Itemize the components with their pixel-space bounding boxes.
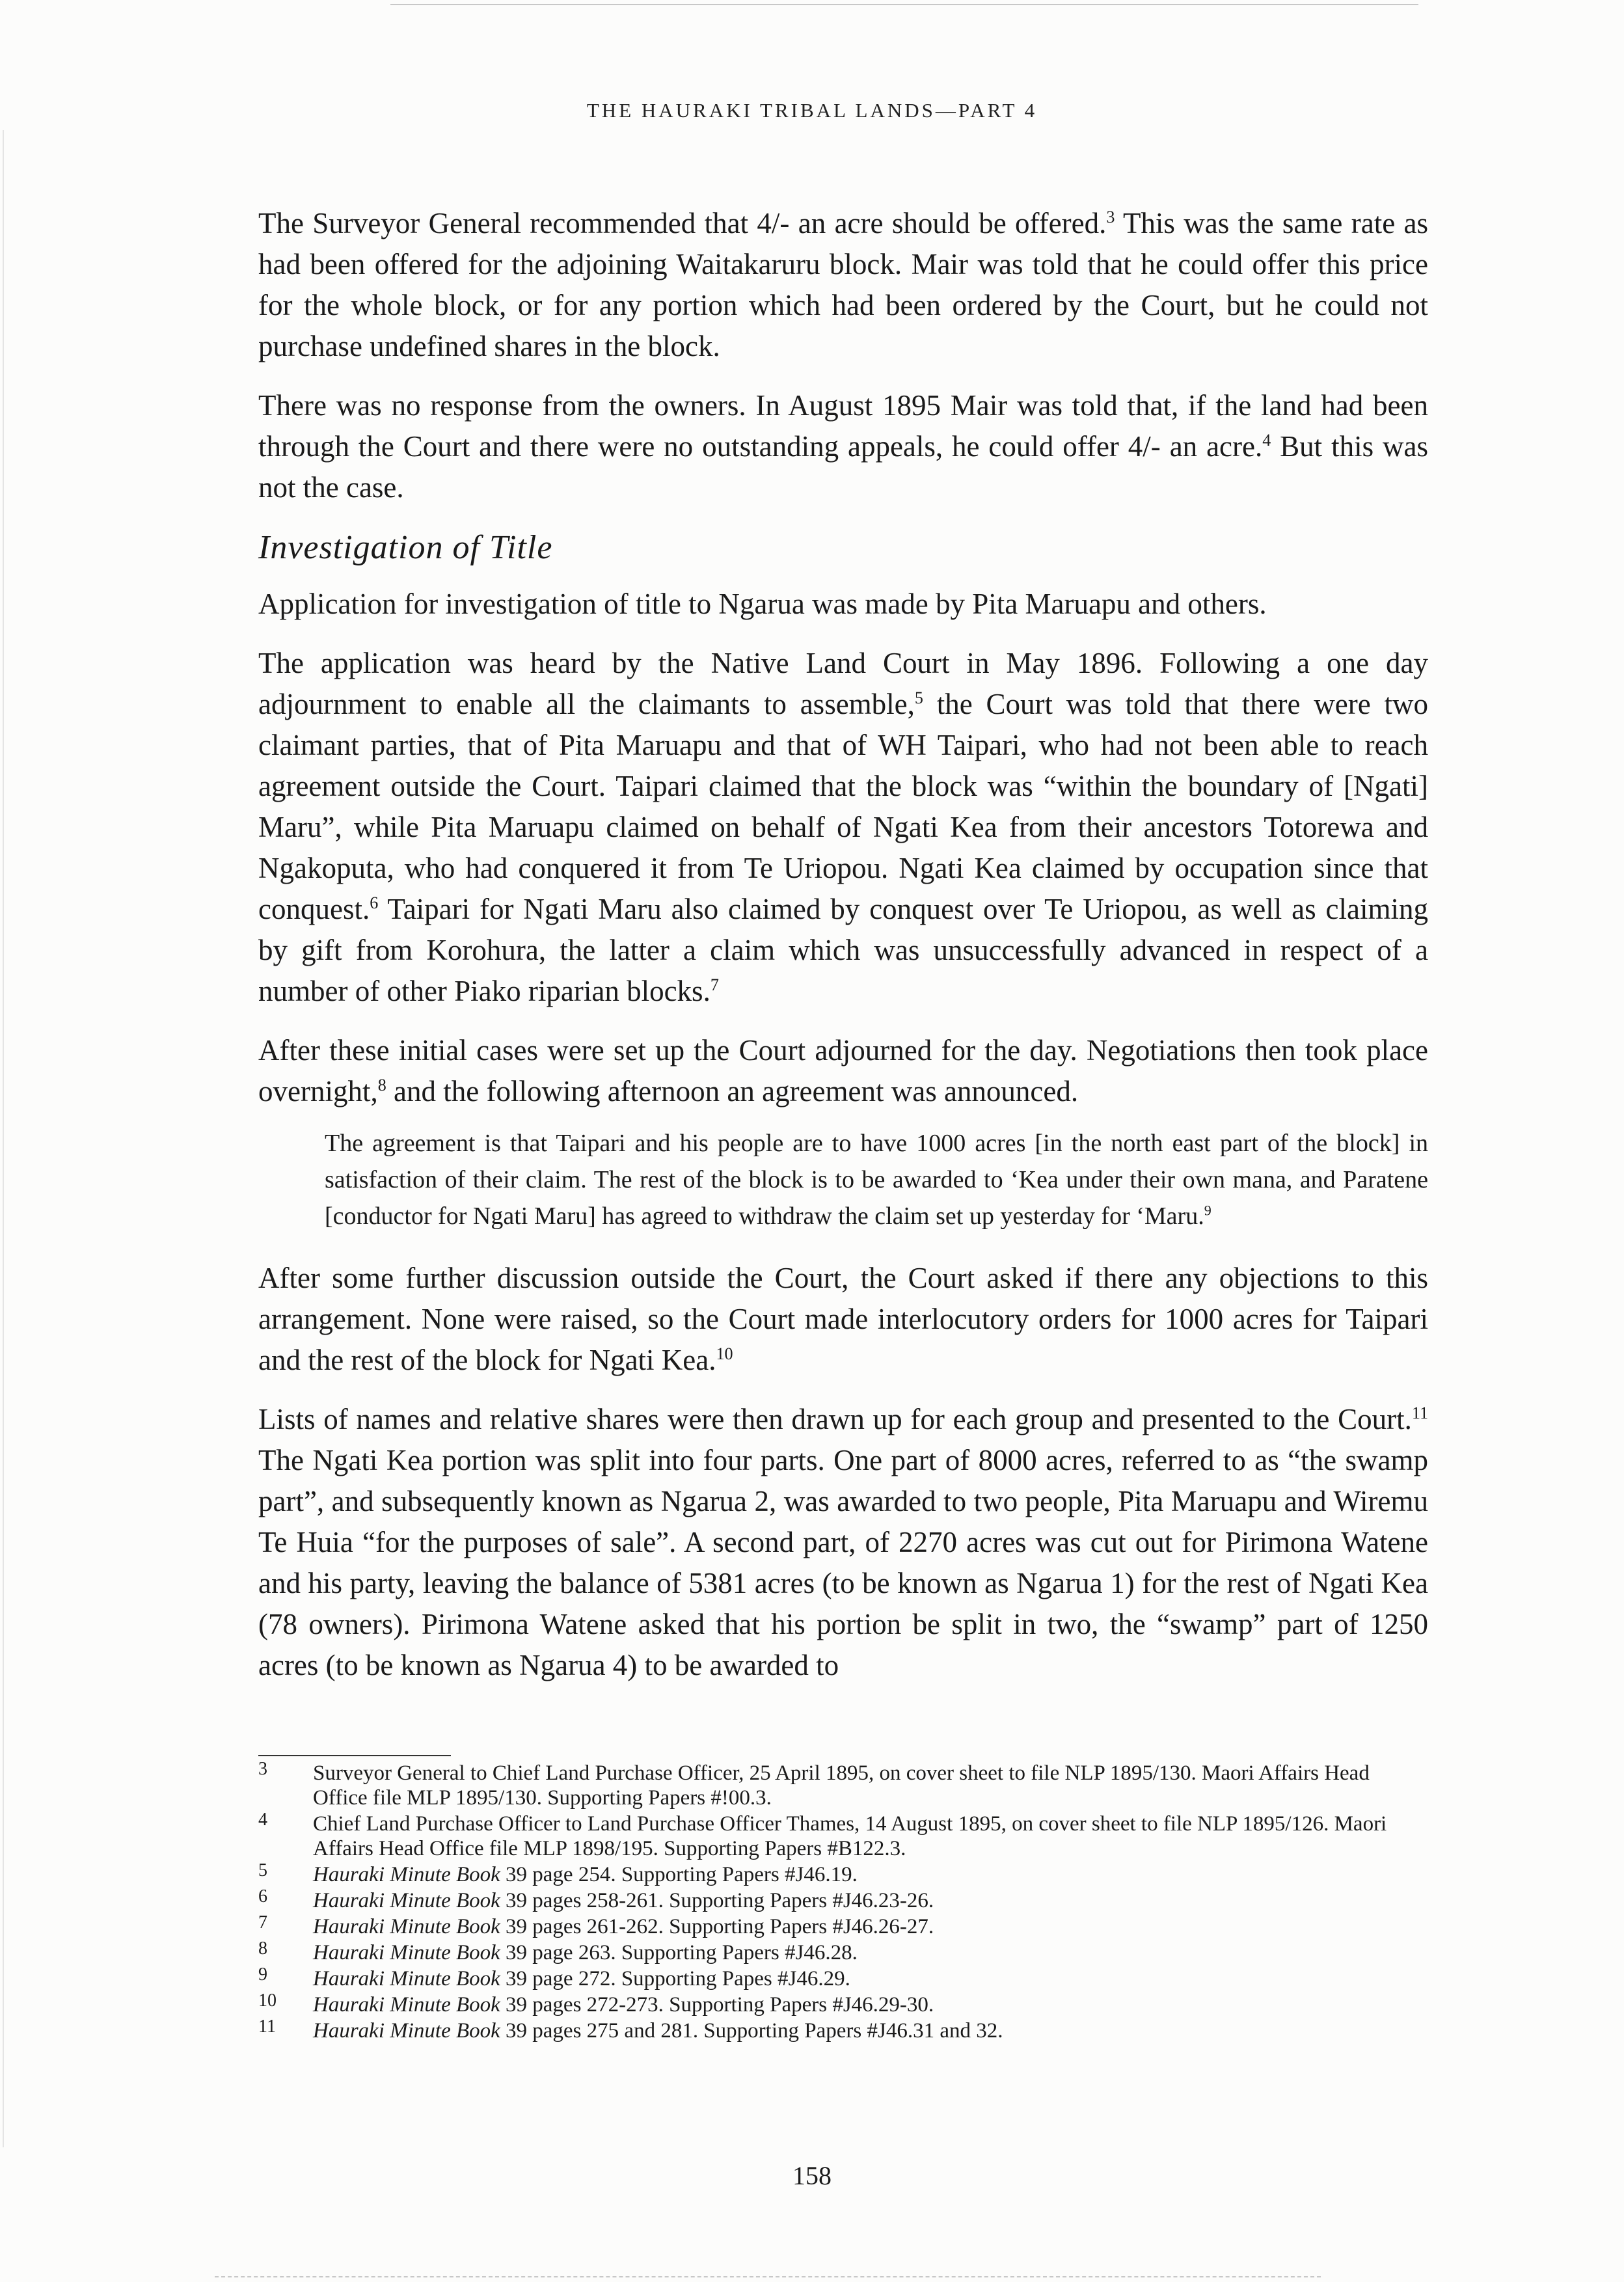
- footnote-separator: [258, 1755, 451, 1756]
- footnote-text: [313, 1889, 934, 1912]
- footnote-book-title: Hauraki Minute Book: [313, 2019, 500, 2043]
- block-quote: [325, 1125, 1428, 1234]
- footnote-ref-10[interactable]: 10: [716, 1344, 733, 1363]
- section-heading: Investigation of Title: [258, 529, 553, 566]
- running-head: THE HAURAKI TRIBAL LANDS—PART 4: [586, 99, 1038, 122]
- paragraph-text: This was the same rate as had been offered for the adjoining Waitakaruru block. Mair was told that he could offer this price for the whole block, or for any portion which had been ordered by the Court, but he could not purchase undefined shares in the block.: [258, 207, 1429, 362]
- footnote: [258, 1862, 1428, 1887]
- footnote-number: 5: [258, 1860, 267, 1881]
- footnote-body: Chief Land Purchase Officer to Land Purchase Officer Thames, 14 August 1895, on cover sheet to file NLP 1895/126. Maori Affairs Head Office file MLP 1898/195. Supporting Papers #B122.3.: [313, 1812, 1387, 1860]
- footnote-text: [313, 1993, 934, 2017]
- paragraph-4: [258, 643, 1428, 1012]
- paragraph-text: There was no response from the owners. In August 1895 Mair was told that, if the land had been through the Court and there were no outstanding appeals, he could offer 4/- an acre.: [258, 389, 1428, 463]
- footnote-body: 39 page 272. Supporting Papes #J46.29.: [500, 1967, 850, 1990]
- footnote-text: [313, 2019, 1003, 2043]
- footnote-ref-9[interactable]: 9: [1204, 1202, 1211, 1219]
- footnote-body: 39 pages 261-262. Supporting Papers #J46.26-27.: [500, 1915, 934, 1938]
- footnote-ref-6[interactable]: 6: [370, 893, 379, 912]
- footnote-text: [313, 1863, 858, 1886]
- footnote-body: Surveyor General to Chief Land Purchase Officer, 25 April 1895, on cover sheet to file NLP 1895/130. Maori Affairs Head Office file MLP 1895/130. Supporting Papers #!00.3.: [313, 1761, 1370, 1810]
- scan-edge-top: [390, 4, 1418, 5]
- footnote: [258, 1812, 1428, 1861]
- footnote-book-title: Hauraki Minute Book: [313, 1967, 500, 1990]
- footnote-book-title: Hauraki Minute Book: [313, 1863, 500, 1886]
- paragraph-text: The Ngati Kea portion was split into four parts. One part of 8000 acres, referred to as “the swamp part”, and subsequently known as Ngarua 2, was awarded to two people, Pita Maruapu and Wiremu Te Huia “for the purposes of sale”. A second part, of 2270 acres was cut out for Pirimona Watene and his party, leaving the balance of 5381 acres (to be known as Ngarua 1) for the rest of Ngati Kea (78 owners). Pirimona Watene asked that his portion be split in two, the “swamp” part of 1250 acres (to be known as Ngarua 4) to be awarded to: [258, 1444, 1428, 1681]
- paragraph-text: After these initial cases were set up the Court adjourned for the day. Negotiations then took place overnight,: [258, 1034, 1428, 1107]
- scan-edge-left: [3, 130, 4, 2147]
- footnote-book-title: Hauraki Minute Book: [313, 1993, 500, 2017]
- footnote-ref-4[interactable]: 4: [1262, 431, 1271, 450]
- paragraph-2: [258, 385, 1428, 508]
- footnote-number: 6: [258, 1886, 267, 1907]
- paragraph-text: The Surveyor General recommended that 4/- an acre should be offered.: [258, 207, 1107, 239]
- footnote-text: [313, 1941, 858, 1964]
- paragraph-5: [258, 1030, 1428, 1112]
- paragraph-text: The application was heard by the Native Land Court in May 1896. Following a one day adjournment to enable all the claimants to assemble,: [258, 647, 1428, 720]
- footnote-body: 39 pages 275 and 281. Supporting Papers #J46.31 and 32.: [500, 2019, 1003, 2043]
- footnote-ref-5[interactable]: 5: [914, 688, 923, 707]
- footnote-number: 7: [258, 1912, 267, 1933]
- quote-text: The agreement is that Taipari and his people are to have 1000 acres [in the north east part of the block] in satisfaction of their claim. The rest of the block is to be awarded to ‘Kea under their own mana, and Paratene [conductor for Ngati Maru] has agreed to withdraw the claim set up yesterday for ‘Maru.: [325, 1130, 1428, 1230]
- footnote-book-title: Hauraki Minute Book: [313, 1889, 500, 1912]
- footnote-body: 39 pages 258-261. Supporting Papers #J46.23-26.: [500, 1889, 934, 1912]
- footnote-number: 9: [258, 1964, 267, 1985]
- paragraph-text: After some further discussion outside the Court, the Court asked if there any objections to this arrangement. None were raised, so the Court made interlocutory orders for 1000 acres for Taipari and the rest of the block for Ngati Kea.: [258, 1262, 1428, 1376]
- paragraph-text: But this was not the case.: [258, 430, 1428, 504]
- paragraph-7: [258, 1399, 1428, 1686]
- footnote: [258, 1966, 1428, 1991]
- footnote-book-title: Hauraki Minute Book: [313, 1915, 500, 1938]
- footnote-text: [313, 1967, 850, 1990]
- footnote-ref-8[interactable]: 8: [377, 1076, 386, 1094]
- scan-edge-bottom: [215, 2276, 1321, 2277]
- footnotes: [258, 1761, 1428, 2044]
- paragraph-text: the Court was told that there were two claimant parties, that of Pita Maruapu and that of WH Taipari, who had not been able to reach agreement outside the Court. Taipari claimed that the block was “within the boundary of [Ngati] Maru”, while Pita Maruapu claimed on behalf of Ngati Kea from their ancestors Totorewa and Ngakoputa, who had conquered it from Te Uriopou. Ngati Kea claimed by occupation since that conquest.: [258, 688, 1429, 925]
- footnote-number: 4: [258, 1810, 267, 1830]
- paragraph-text: and the following afternoon an agreement was announced.: [386, 1075, 1079, 1107]
- footnote-body: 39 page 254. Supporting Papers #J46.19.: [500, 1863, 858, 1886]
- footnote: [258, 1761, 1428, 1810]
- footnote-text: [313, 1812, 1387, 1860]
- footnote-text: [313, 1915, 934, 1938]
- footnote: [258, 1940, 1428, 1965]
- footnote-number: 3: [258, 1759, 267, 1779]
- footnote: [258, 1914, 1428, 1939]
- paragraph-1: [258, 203, 1428, 367]
- footnote-number: 10: [258, 1990, 277, 2011]
- main-text: [258, 203, 1428, 1704]
- footnote-number: 11: [258, 2017, 276, 2037]
- footnote-body: 39 pages 272-273. Supporting Papers #J46.29-30.: [500, 1993, 934, 2017]
- footnote-number: 8: [258, 1938, 267, 1959]
- footnote: [258, 1992, 1428, 2017]
- footnote: [258, 2018, 1428, 2043]
- footnote-ref-7[interactable]: 7: [710, 975, 719, 994]
- footnote-book-title: Hauraki Minute Book: [313, 1941, 500, 1964]
- footnote: [258, 1888, 1428, 1913]
- paragraph-6: [258, 1258, 1428, 1381]
- page-number: 158: [792, 2161, 832, 2190]
- paragraph-text: Lists of names and relative shares were then drawn up for each group and presented to the Court.: [258, 1403, 1412, 1435]
- paragraph-3: Application for investigation of title to Ngarua was made by Pita Maruapu and others.: [258, 588, 1267, 620]
- footnote-text: [313, 1761, 1370, 1810]
- footnote-body: 39 page 263. Supporting Papers #J46.28.: [500, 1941, 858, 1964]
- footnote-ref-3[interactable]: 3: [1106, 208, 1115, 226]
- paragraph-text: Taipari for Ngati Maru also claimed by conquest over Te Uriopou, as well as claiming by gift from Korohura, the latter a claim which was unsuccessfully advanced in respect of a number of other Piako riparian blocks.: [258, 893, 1428, 1007]
- footnote-ref-11[interactable]: 11: [1411, 1404, 1428, 1422]
